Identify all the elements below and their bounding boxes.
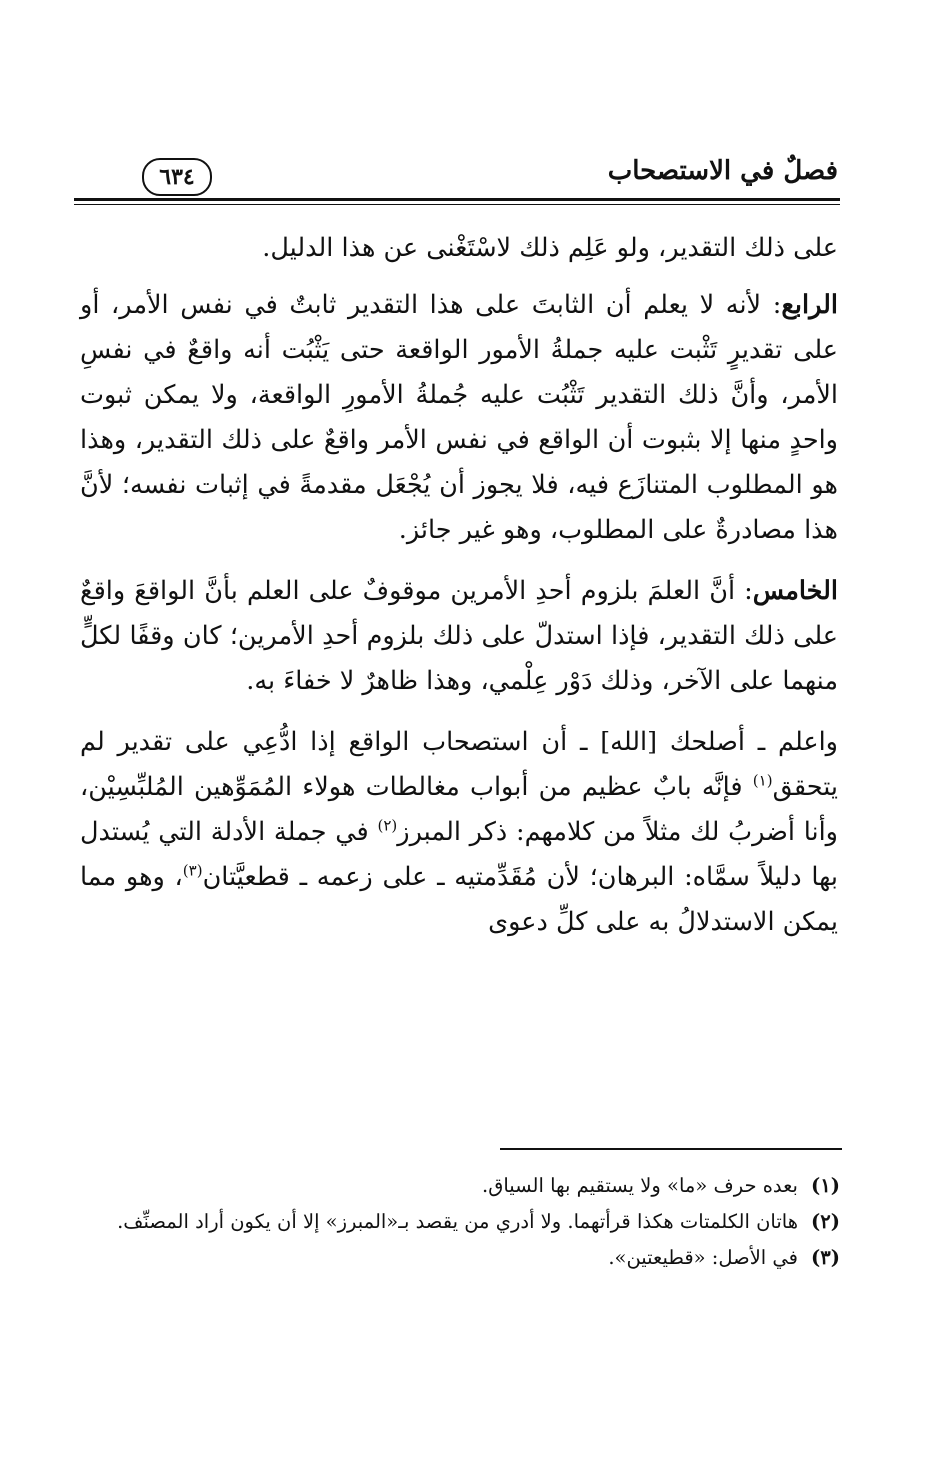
footnote-ref-1[interactable]: (١) (752, 771, 773, 790)
paragraph-rabi: الرابع: لأنه لا يعلم أن الثابتَ على هذا التقدير ثابتٌ في نفس الأمر، أو على تقديرٍ تَثْبت عليه جملةُ الأمور الواقعة حتى يَثْبُت أنه واقعٌ في نفسِ الأمر، وأنَّ ذلك التقدير تَثْبُت عليه جُملةُ الأمورِ الواقعة، ولا يمكن ثبوت واحدٍ منها إلا بثبوت أن الواقع في نفس الأمر واقعٌ على ذلك التقدير، وهذا هو المطلوب المتنازَع فيه، فلا يجوز أن يُجْعَل مقدمةً في إثبات نفسه؛ لأنَّ هذا مصادرةٌ على المطلوب، وهو غير جائز. (80, 290, 838, 545)
paragraph-1: على ذلك التقدير، ولو عَلِم ذلك لاسْتَغْنى عن هذا الدليل. (262, 233, 838, 263)
footnote-text: في الأصل: «قطيعتين». (608, 1246, 798, 1269)
header-rule-thick (74, 198, 840, 201)
paragraph-iʿlam: واعلم ـ أصلحك [الله] ـ أن استصحاب الواقع إذا ادُّعِي على تقدير لم يتحقق$^{(١)}$ فإنَّه بابٌ عظيم من أبواب مغالطات هولاء المُمَوِّهين المُلبِّسِيْن، وأنا أضربُ لك مثلاً من كلامهم: ذكر المبرز$^{(٢)}$ في جملة الأدلة التي يُستدل بها دليلاً سمَّاه: البرهان؛ لأن مُقَدِّمتيه ـ على زعمه ـ قطعيَّتان$^{(٣)}$، وهو مما يمكن الاستدلالُ به على كلِّ دعوى (80, 727, 838, 937)
footnote-ref-2[interactable]: (٢) (377, 816, 398, 835)
header-rule-thin (74, 204, 840, 205)
chapter-title: فصلٌ في الاستصحاب (607, 156, 838, 186)
footnote-number: (١) (811, 1174, 840, 1197)
main-text (80, 226, 838, 945)
running-header (78, 150, 838, 196)
footnote-text: بعده حرف «ما» ولا يستقيم بها السياق. (482, 1174, 798, 1197)
page-number-badge: ٦٣٤ (142, 158, 212, 196)
paragraph-khamis: الخامس: أنَّ العلمَ بلزوم أحدِ الأمرين موقوفٌ على العلم بأنَّ الواقعَ واقعٌ على ذلك التقدير، فإذا استدلّ على ذلك بلزوم أحدِ الأمرين؛ كان وقفًا لكلٍّ منهما على الآخر، وذلك دَوْر عِلْمي، وهذا ظاهرٌ لا خفاءَ به. (80, 576, 838, 696)
paragraph-heading: الخامس (752, 576, 838, 606)
footnote-number: (٣) (811, 1246, 840, 1269)
footnote-1 (80, 1168, 840, 1204)
footnotes (80, 1168, 840, 1276)
footnote-number: (٢) (811, 1210, 840, 1233)
footnote-text: هاتان الكلمتات هكذا قرأتهما. ولا أدري من يقصد بـ«المبرز» إلا أن يكون أراد المصنِّف. (117, 1210, 798, 1233)
footnote-separator (500, 1148, 842, 1150)
footnote-3 (80, 1240, 840, 1276)
paragraph-heading: الرابع (781, 290, 838, 320)
footnote-2 (80, 1204, 840, 1240)
footnote-ref-3[interactable]: (٣) (182, 861, 203, 880)
